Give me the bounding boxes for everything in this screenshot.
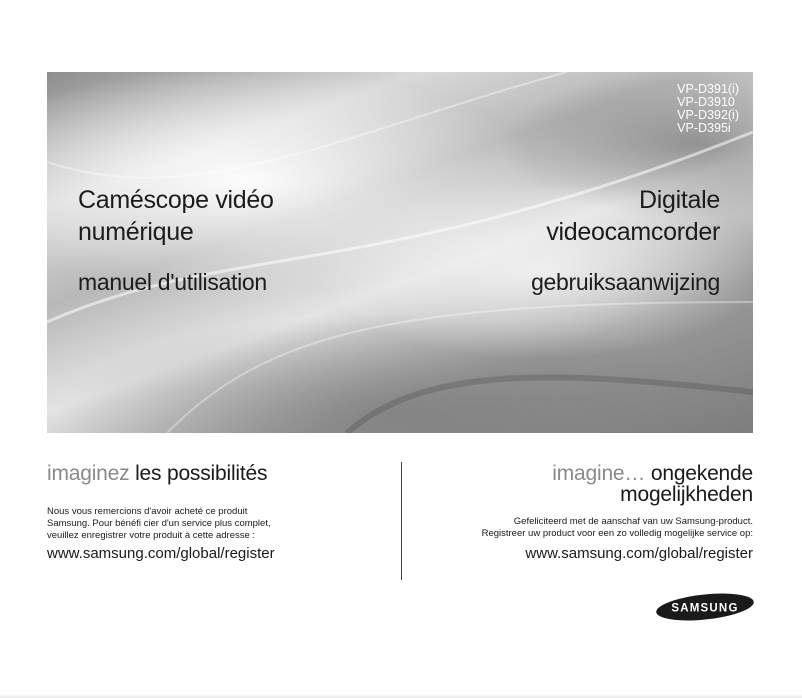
french-manual-subtitle: manuel d'utilisation	[78, 269, 267, 295]
dutch-tagline-dark: ongekende	[650, 462, 753, 485]
dutch-tagline	[552, 463, 753, 505]
french-product-title	[78, 184, 274, 248]
dutch-tagline-dark: mogelijkheden	[620, 483, 753, 506]
dutch-product-title	[546, 184, 720, 248]
dutch-register-text	[482, 516, 753, 540]
samsung-logo	[655, 593, 755, 621]
dutch-tagline-light: imagine…	[552, 462, 646, 485]
logo-wordmark: SAMSUNG	[671, 602, 739, 615]
french-title-line: Caméscope vidéo	[78, 186, 274, 214]
dutch-title-line: videocamcorder	[546, 218, 720, 246]
model-number: VP-D391(i)	[677, 82, 739, 96]
dutch-text-line: Gefeliciteerd met de aanschaf van uw Samsung-product.	[513, 516, 753, 527]
dutch-manual-subtitle: gebruiksaanwijzing	[531, 269, 720, 295]
dutch-text-line: Registreer uw product voor een zo volledig mogelijke service op:	[481, 528, 753, 539]
model-numbers	[677, 83, 739, 135]
model-number: VP-D392(i)	[677, 108, 739, 122]
model-number: VP-D3910	[677, 95, 735, 109]
french-text-line: Nous vous remercions d'avoir acheté ce produit	[47, 506, 248, 517]
page-bottom-edge	[0, 694, 802, 698]
column-divider	[401, 462, 402, 580]
dutch-register-link[interactable]: www.samsung.com/global/register	[525, 545, 753, 562]
cover-image	[47, 72, 753, 433]
french-text-line: veuillez enregistrer votre produit à cette adresse :	[47, 530, 256, 541]
french-tagline-dark: les possibilités	[135, 462, 268, 485]
decorative-swoosh	[47, 72, 753, 433]
model-number: VP-D395i	[677, 121, 731, 135]
french-register-link[interactable]: www.samsung.com/global/register	[47, 545, 275, 562]
french-tagline	[47, 463, 267, 484]
french-text-line: Samsung. Pour bénéfi cier d'un service plus complet,	[47, 518, 271, 529]
french-tagline-light: imaginez	[47, 462, 130, 485]
french-register-text	[47, 506, 271, 542]
french-title-line: numérique	[78, 218, 194, 246]
dutch-title-line: Digitale	[639, 186, 720, 214]
